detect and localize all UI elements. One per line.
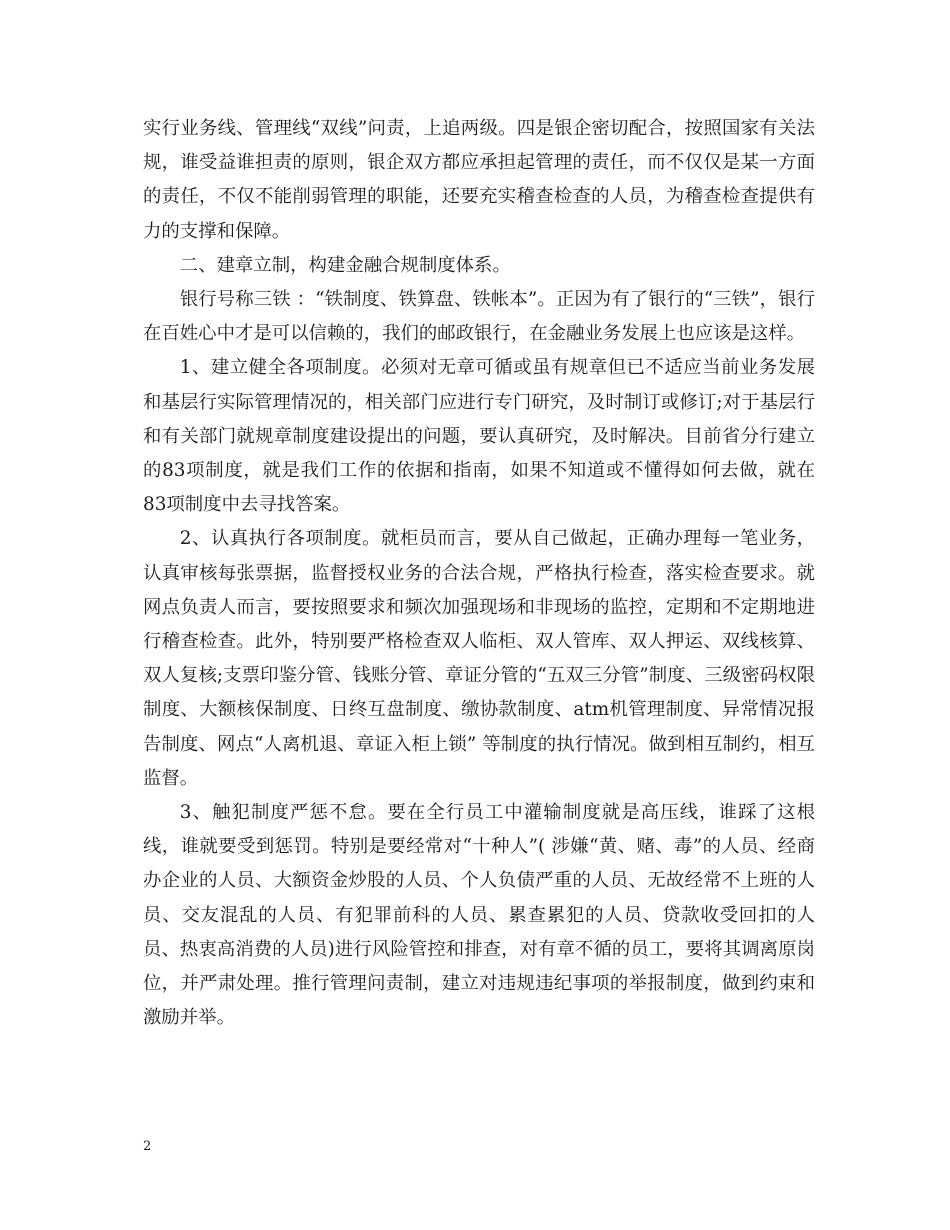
paragraph-4: 1、建立健全各项制度。必须对无章可循或虽有规章但已不适应当前业务发展和基层行实际管理情况的，相关部门应进行专门研究，及时制订或修订;对于基层行和有关部门就规章制度建设提出的问题，要认真研究，及时解决。目前省分行建立的83项制度，就是我们工作的依据和指南，如果不知道或不懂得如何去做，就在83项制度中去寻找答案。 xyxy=(143,357,815,516)
paragraph-6: 3、触犯制度严惩不怠。要在全行员工中灌输制度就是高压线，谁踩了这根线，谁就要受到惩罚。特别是要经常对“十种人”( 涉嫌“黄、赌、毒”的人员、经商办企业的人员、大额资金炒股的人员、个人负债严重的人员、无故经常不上班的人员、交友混乱的人员、有犯罪前科的人员、累查累犯的人员、贷款收受回扣的人员、热衷高消费的人员)进行风险管控和排查，对有章不循的员工，要将其调离原岗位，并严肃处理。推行管理问责制，建立对违规违纪事项的举报制度，做到约束和激励并举。 xyxy=(143,802,815,1029)
paragraph-5: 2、认真执行各项制度。就柜员而言，要从自己做起，正确办理每一笔业务，认真审核每张票据，监督授权业务的合法合规，严格执行检查，落实检查要求。就网点负责人而言，要按照要求和频次加强现场和非现场的监控，定期和不定期地进行稽查检查。此外，特别要严格检查双人临柜、双人管库、双人押运、双线核算、双人复核;支票印鉴分管、钱账分管、章证分管的“五双三分管”制度、三级密码权限制度、大额核保制度、日终互盘制度、缴协款制度、atm机管理制度、异常情况报告制度、网点“人离机退、章证入柜上锁” 等制度的执行情况。做到相互制约，相互监督。 xyxy=(143,528,815,789)
page-number: 2 xyxy=(143,1139,152,1154)
document-body xyxy=(143,112,815,1035)
section-heading-2: 二、建章立制，构建金融合规制度体系。 xyxy=(179,254,511,276)
paragraph-3: 银行号称三铁 ：“铁制度、铁算盘、铁帐本”。正因为有了银行的“三铁”，银行在百姓心中才是可以信赖的，我们的邮政银行，在金融业务发展上也应该是这样。 xyxy=(143,289,815,345)
paragraph-1: 实行业务线、管理线“双线”问责，上追两级。四是银企密切配合，按照国家有关法规，谁受益谁担责的原则，银企双方都应承担起管理的责任，而不仅仅是某一方面的责任，不仅不能削弱管理的职能，还要充实稽查检查的人员，为稽查检查提供有力的支撑和保障。 xyxy=(143,118,815,242)
